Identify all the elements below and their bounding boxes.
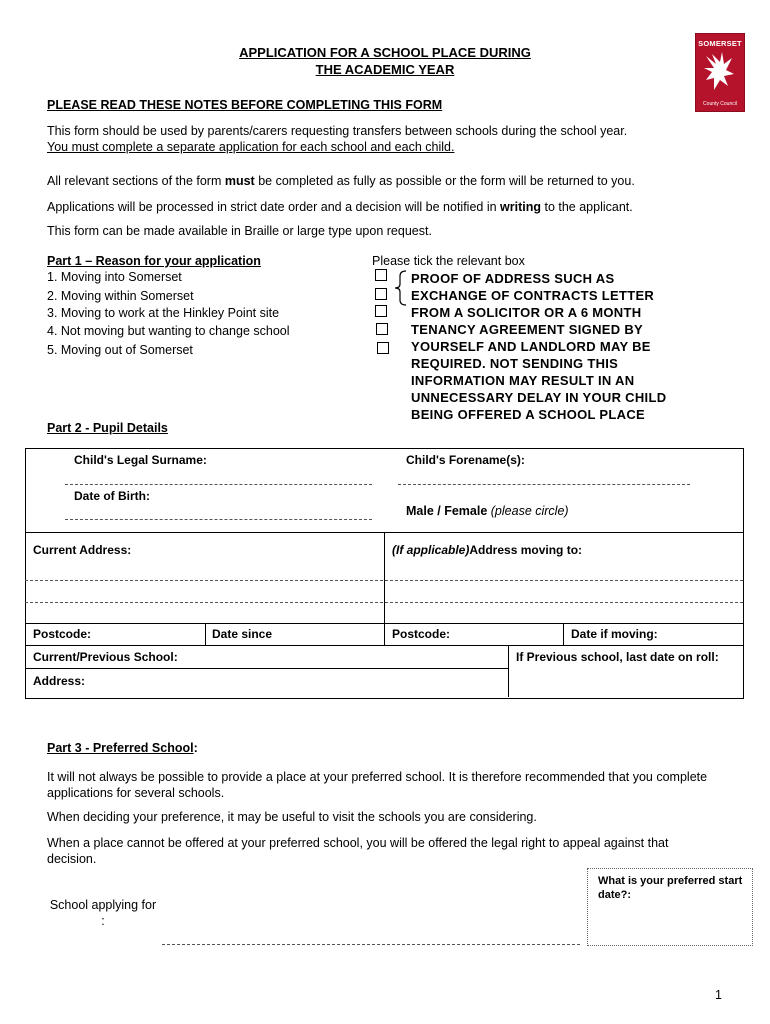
part2-heading: Part 2 - Pupil Details [47,421,168,435]
notes-line2: You must complete a separate application for each school and each child. [47,140,455,154]
table-rule [384,532,385,645]
reason-3: 3. Moving to work at the Hinkley Point site [47,306,280,320]
notes-paragraph-writing: Applications will be processed in strict date order and a decision will be notified in writing to the applicant. [47,200,633,214]
table-rule [205,623,206,645]
school-applying-input-line[interactable] [162,944,580,945]
reason-2-checkbox[interactable] [375,288,387,300]
sex-field[interactable]: Male / Female (please circle) [406,504,569,518]
table-rule [563,623,564,645]
part3-paragraph-1: It will not always be possible to provide a place at your preferred school. It is therefore recommended that you complete applications for several schools. [47,770,708,800]
table-rule [25,623,743,624]
surname-label: Child's Legal Surname: [74,453,207,467]
part1-heading: Part 1 – Reason for your application [47,254,261,268]
reason-4: 4. Not moving but wanting to change school [47,324,290,338]
table-rule [25,645,743,646]
start-date-box[interactable] [587,868,753,946]
moving-address-label: (If applicable)Address moving to: [392,543,583,557]
logo-name: SOMERSET [698,39,742,48]
reason-2: 2. Moving within Somerset [47,289,194,303]
notes-paragraph-braille: This form can be made available in Braille or large type upon request. [47,224,432,238]
dob-label: Date of Birth: [74,489,150,503]
current-address-label: Current Address: [33,543,132,557]
school-applying-label: School applying for : [49,898,157,928]
moving-postcode-label: Postcode: [392,627,451,641]
notes-line1: This form should be used by parents/carers requesting transfers between schools during the school year. [47,124,628,138]
wyvern-icon [702,50,738,94]
tick-instruction: Please tick the relevant box [372,254,525,268]
forename-input-line[interactable] [398,484,690,485]
proof-of-address-notice: PROOF OF ADDRESS SUCH AS EXCHANGE OF CONTRACTS LETTER FROM A SOLICITOR OR A 6 MONTH TENANCY AGREEMENT SIGNED BY YOURSELF AND LANDLORD MAY BE REQUIRED. NOT SENDING THIS INFORMATION MAY RESULT IN AN UNNECESSARY DELAY IN YOUR CHILD BEING OFFERED A SCHOOL PLACE [411,271,667,422]
table-rule [25,668,508,669]
address-input-line[interactable] [25,602,743,603]
date-since-label: Date since [212,627,273,641]
current-postcode-label: Postcode: [33,627,92,641]
notes-heading: PLEASE READ THESE NOTES BEFORE COMPLETING THIS FORM [47,98,443,112]
part3-heading: Part 3 - Preferred School: [47,741,198,755]
date-moving-label: Date if moving: [571,627,658,641]
address-input-line[interactable] [25,580,743,581]
table-rule [508,645,509,697]
forename-label: Child's Forename(s): [406,453,525,467]
part3-paragraph-3: When a place cannot be offered at your preferred school, you will be offered the legal right to appeal against that decision. [47,836,669,866]
curly-brace-icon [394,270,410,306]
reason-5: 5. Moving out of Somerset [47,343,193,357]
reason-3-checkbox[interactable] [375,305,387,317]
reason-1-checkbox[interactable] [375,269,387,281]
notes-paragraph-must: All relevant sections of the form must be completed as fully as possible or the form will be returned to you. [47,174,635,188]
reason-5-checkbox[interactable] [377,342,389,354]
form-title-line2: THE ACADEMIC YEAR [315,62,455,77]
reason-1: 1. Moving into Somerset [47,270,182,284]
reason-4-checkbox[interactable] [376,323,388,335]
school-address-label: Address: [33,674,86,688]
somerset-logo [695,33,745,112]
logo-subtitle: County Council [703,101,737,107]
part3-paragraph-2: When deciding your preference, it may be useful to visit the schools you are considering. [47,810,537,824]
surname-input-line[interactable] [65,484,372,485]
last-date-label: If Previous school, last date on roll: [516,650,719,664]
current-school-label: Current/Previous School: [33,650,178,664]
form-title-line1: APPLICATION FOR A SCHOOL PLACE DURING [239,45,531,60]
start-date-label: What is your preferred start date?: [598,875,743,901]
dob-input-line[interactable] [65,519,372,520]
page-number: 1 [715,988,722,1002]
